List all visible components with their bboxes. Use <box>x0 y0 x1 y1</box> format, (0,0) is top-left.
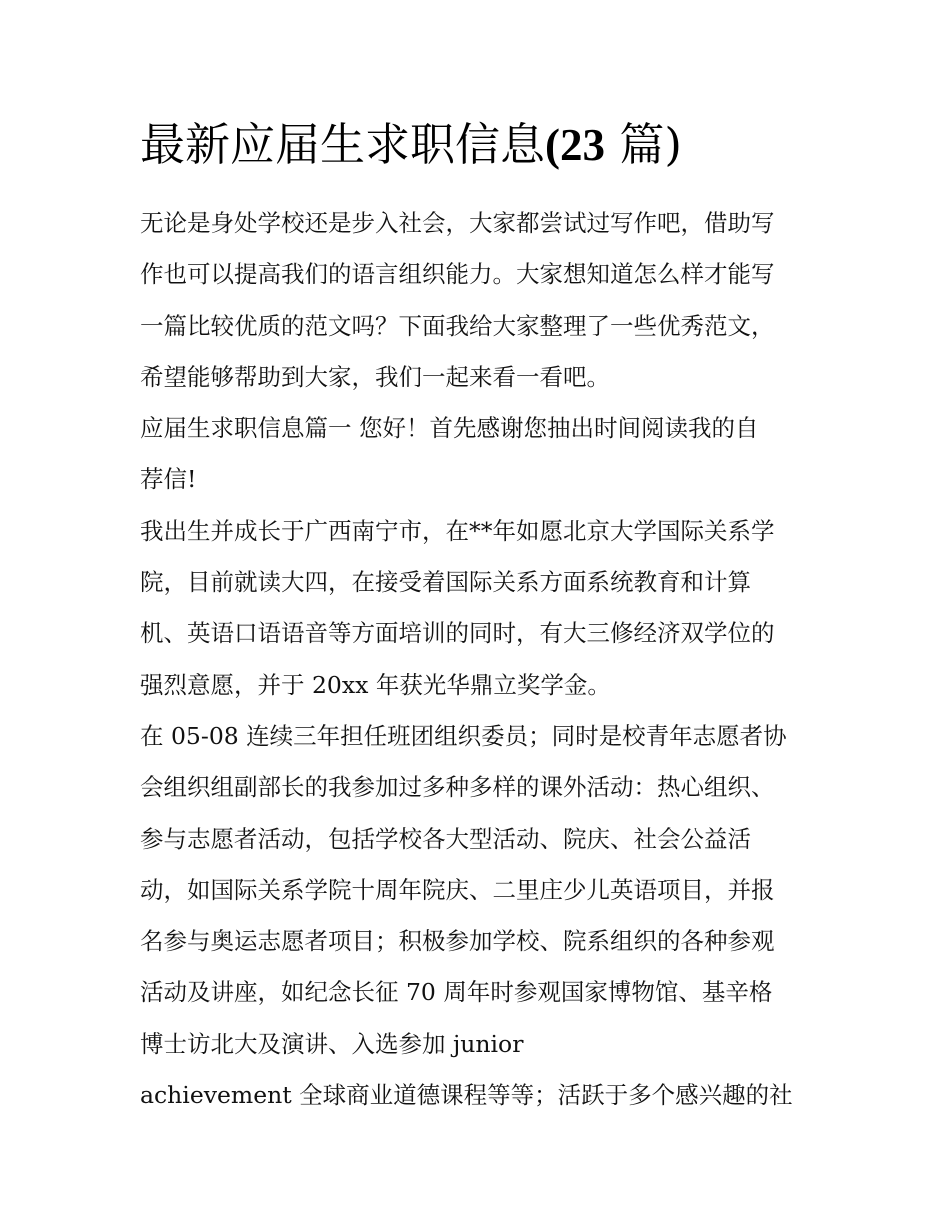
body-line: 动，如国际关系学院十周年院庆、二里庄少儿英语项目，并报 <box>140 875 775 904</box>
body-line: 无论是身处学校还是步入社会，大家都尝试过写作吧，借助写 <box>140 209 775 237</box>
body-line: 我出生并成长于广西南宁市，在**年如愿北京大学国际关系学 <box>140 516 775 545</box>
body-line: 应届生求职信息篇一 您好！首先感谢您抽出时间阅读我的自 <box>140 414 759 443</box>
body-line: 机、英语口语语音等方面培训的同时，有大三修经济双学位的 <box>140 619 775 648</box>
body-line: 荐信! <box>140 465 197 494</box>
body-line: 博士访北大及演讲、入选参加 junior <box>140 1029 524 1058</box>
document-body <box>140 198 820 1121</box>
title-count: (23 <box>545 120 606 170</box>
body-line: 强烈意愿，并于 20xx 年获光华鼎立奖学金。 <box>140 670 611 699</box>
body-line: 希望能够帮助到大家，我们一起来看一看吧。 <box>140 362 610 391</box>
title-suffix: 篇) <box>605 118 682 171</box>
body-line: 一篇比较优质的范文吗？下面我给大家整理了一些优秀范文， <box>140 311 775 340</box>
title-main: 最新应届生求职信息 <box>140 118 546 171</box>
body-line: 参与志愿者活动，包括学校各大型活动、院庆、社会公益活 <box>140 824 751 853</box>
body-line: 院，目前就读大四，在接受着国际关系方面系统教育和计算 <box>140 568 751 597</box>
body-line: achievement 全球商业道德课程等等；活跃于多个感兴趣的社 <box>140 1081 793 1110</box>
body-line: 活动及讲座，如纪念长征 70 周年时参观国家博物馆、基辛格 <box>140 978 773 1007</box>
document-title <box>140 112 682 178</box>
body-line: 会组织组副部长的我参加过多种多样的课外活动：热心组织、 <box>140 773 775 802</box>
body-line: 在 05-08 连续三年担任班团组织委员；同时是校青年志愿者协 <box>140 721 787 750</box>
body-line: 名参与奥运志愿者项目；积极参加学校、院系组织的各种参观 <box>140 927 775 956</box>
body-line: 作也可以提高我们的语言组织能力。大家想知道怎么样才能写 <box>140 260 775 289</box>
